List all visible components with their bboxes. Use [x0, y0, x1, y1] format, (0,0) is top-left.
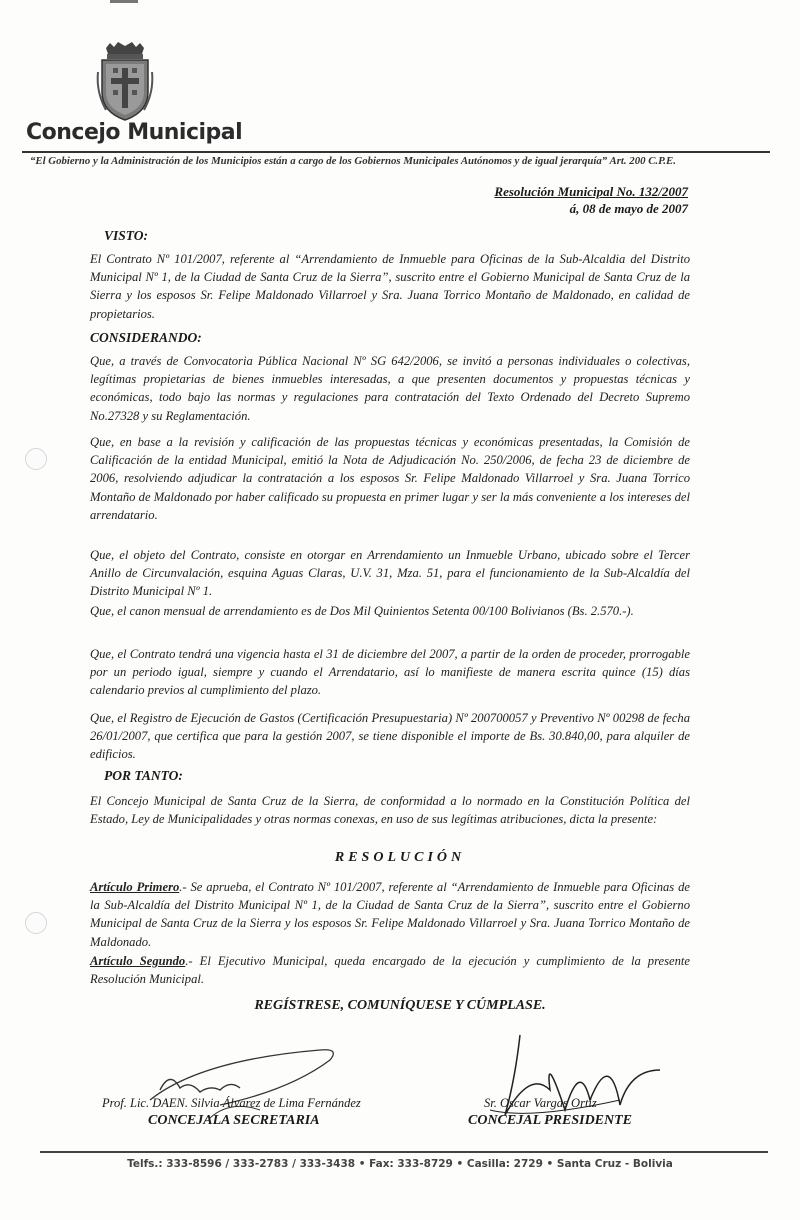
considerando-paragraph: Que, en base a la revisión y calificación de las propuestas técnicas y económicas presentadas, la Comisión de Calificación de la entidad Municipal, emitió la Nota de Adjudicación No. 250/2006, de fecha 23 de diciembre de 2006, resolviendo adjudicar la contratación a los esposos Sr. Felipe Maldonado Villarroel y Sra. Juana Torrico Montaño de Maldonado por haber calificado su propuesta en primer lugar y ser la más conveniente a los intereses del arrendatario.	[90, 435, 690, 522]
closing-formula: REGÍSTRESE, COMUNÍQUESE Y CÚMPLASE.	[254, 998, 546, 1013]
visto-heading: VISTO:	[104, 228, 149, 243]
article-label: Artículo Segundo	[90, 954, 186, 968]
signatory-name: Prof. Lic. DAEN. Silvia Álvarez de Lima Fernández	[102, 1096, 361, 1110]
article-text: .- Se aprueba, el Contrato Nº 101/2007, referente al “Arrendamiento de Inmueble para Oficinas de la Sub-Alcaldía del Distrito Municipal Nº 1, de la Ciudad de Santa Cruz de la Sierra”, suscrito entre el Gobierno Municipal de Santa Cruz de la Sierra y los esposos Sr. Felipe Maldonado Villarroel y Sra. Juana Torrico Montaño de Maldonado.	[90, 880, 690, 949]
scan-artifact	[110, 0, 138, 3]
resolution-date: á, 08 de mayo de 2007	[569, 201, 688, 216]
coat-of-arms-icon	[96, 42, 154, 122]
org-name: Concejo Municipal	[26, 120, 243, 145]
article-segundo	[90, 952, 690, 988]
signatory-secretary	[102, 1096, 361, 1129]
article-label: Artículo Primero	[90, 880, 180, 894]
footer-divider	[40, 1151, 768, 1153]
header-divider	[22, 151, 770, 153]
considerando-paragraph: Que, a través de Convocatoria Pública Nacional Nº SG 642/2006, se invitó a personas individuales o colectivas, legítimas propietarias de bienes inmuebles interesadas, a que presenten documentos y propuestas técnicas y económicas, todo bajo las normas y regulaciones para contratación del Texto Ordenado del Decreto Supremo No.27328 y su Reglamentación.	[90, 354, 690, 423]
signatory-name: Sr. Oscar Vargas Ortiz	[484, 1096, 597, 1110]
por-tanto-text: El Concejo Municipal de Santa Cruz de la Sierra, de conformidad a lo normado en la Constitución Política del Estado, Ley de Municipalidades y otras normas conexas, en uso de sus legítimas atribuciones, dicta la presente:	[90, 794, 690, 827]
visto-text: El Contrato Nº 101/2007, referente al “Arrendamiento de Inmueble para Oficinas de la Sub-Alcaldia del Distrito Municipal Nº 1, de la Ciudad de Santa Cruz de la Sierra”, suscrito entre el Gobierno Municipal de Santa Cruz de la Sierra y los esposos Sr. Felipe Maldonado Villarroel y Sra. Juana Torrico Montaño de Maldonado, en calidad de propietarios.	[90, 252, 690, 321]
considerando-heading: CONSIDERANDO:	[90, 330, 202, 345]
signatory-role: CONCEJAL PRESIDENTE	[468, 1113, 633, 1128]
motto: “El Gobierno y la Administración de los Municipios están a cargo de los Gobiernos Municipales Autónomos y de igual jerarquía” Art. 200 C.P.E.	[30, 155, 676, 167]
footer-contact: Telfs.: 333-8596 / 333-2783 / 333-3438 • Fax: 333-8729 • Casilla: 2729 • Santa Cruz - Bolivia	[127, 1158, 673, 1170]
article-primero	[90, 878, 690, 951]
por-tanto-heading: POR TANTO:	[104, 768, 183, 783]
considerando-paragraph: Que, el objeto del Contrato, consiste en otorgar en Arrendamiento un Inmueble Urbano, ubicado sobre el Tercer Anillo de Circunvalación, esquina Aguas Claras, U.V. 31, Mza. 51, para el funcionamiento de la Sub-Alcaldía del Distrito Municipal Nº 1.	[90, 548, 690, 599]
article-text: .- El Ejecutivo Municipal, queda encargado de la ejecución y cumplimiento de la presente Resolución Municipal.	[90, 954, 690, 987]
considerando-paragraph: Que, el canon mensual de arrendamiento es de Dos Mil Quinientos Setenta 00/100 Bolivianos (Bs. 2.570.-).	[90, 604, 634, 618]
punch-hole	[25, 448, 47, 470]
punch-hole	[25, 912, 47, 934]
resolution-number: Resolución Municipal No. 132/2007	[494, 184, 688, 199]
signatory-role: CONCEJALA SECRETARIA	[148, 1113, 320, 1128]
signatory-president	[468, 1096, 632, 1129]
considerando-paragraph: Que, el Contrato tendrá una vigencia hasta el 31 de diciembre del 2007, a partir de la orden de proceder, prorrogable por un periodo igual, siempre y cuando el Arrendatario, así lo manifieste de manera escrita quince (15) días calendario previos al cumplimiento del plazo.	[90, 647, 690, 698]
considerando-paragraph: Que, el Registro de Ejecución de Gastos (Certificación Presupuestaria) Nº 200700057 y Preventivo Nº 00298 de fecha 26/01/2007, que certifica que para la gestión 2007, se tiene disponible el importe de Bs. 30.840,00, para alquiler de edificios.	[90, 711, 690, 762]
resolucion-heading: RESOLUCIÓN	[334, 850, 466, 865]
